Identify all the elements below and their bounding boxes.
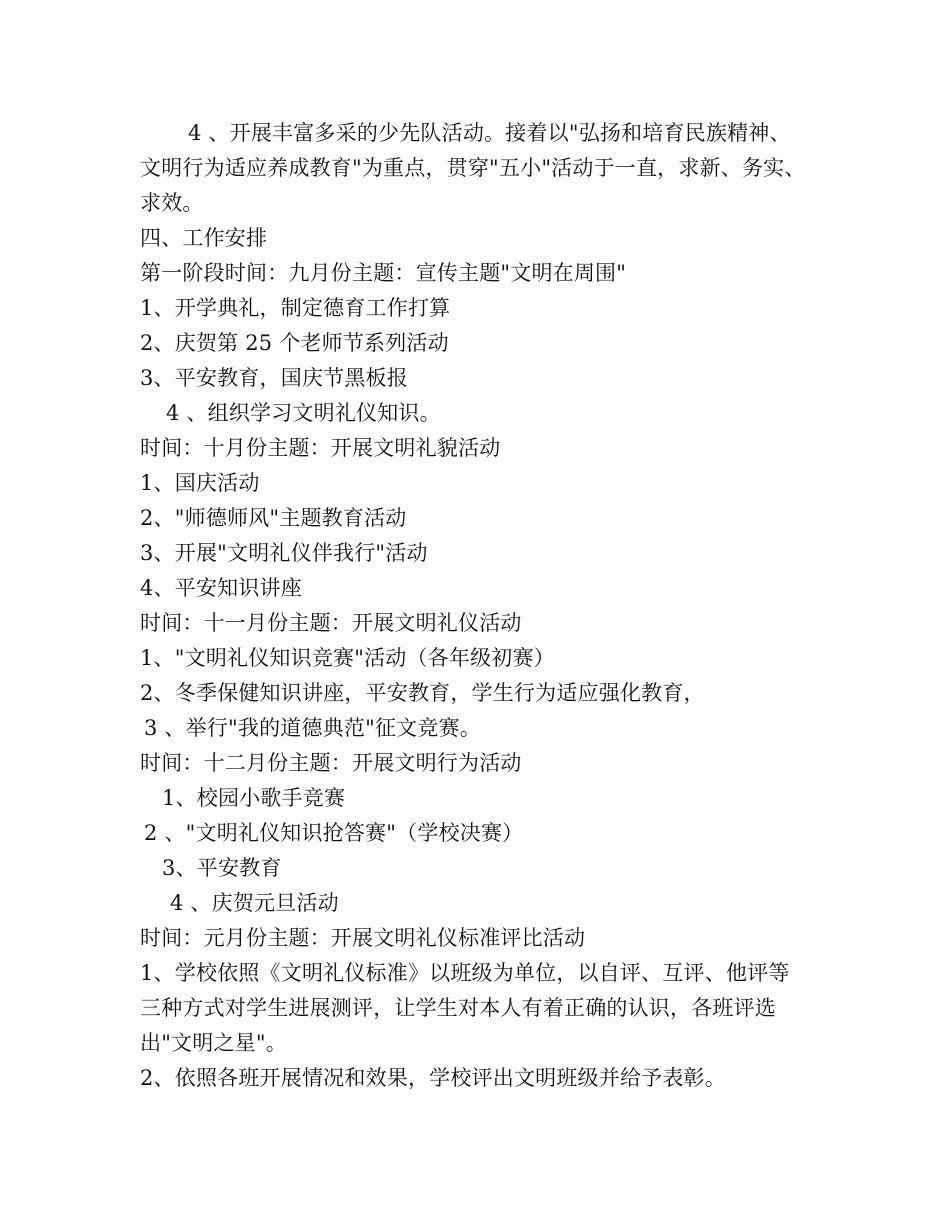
list-item: 1、国庆活动 xyxy=(140,471,260,495)
list-item: 4 、组织学习文明礼仪知识。 xyxy=(166,401,441,425)
stage-heading: 时间：十一月份主题：开展文明礼仪活动 xyxy=(140,611,522,635)
paragraph-line: 文明行为适应养成教育"为重点，贯穿"五小"活动于一直，求新、务实、 xyxy=(140,156,806,180)
list-item: 1、校园小歌手竞赛 xyxy=(162,786,346,810)
document-body xyxy=(140,116,830,1096)
list-item: 2、"师德师风"主题教育活动 xyxy=(140,506,407,530)
list-item: 3、开展"文明礼仪伴我行"活动 xyxy=(140,541,428,565)
list-item: 3 、举行"我的道德典范"征文竞赛。 xyxy=(144,716,481,740)
list-item: 1、"文明礼仪知识竞赛"活动（各年级初赛） xyxy=(140,646,555,670)
list-item: 2 、"文明礼仪知识抢答赛"（学校决赛） xyxy=(144,821,524,845)
paragraph-line: 出"文明之星"。 xyxy=(140,1031,287,1055)
stage-heading: 时间：十二月份主题：开展文明行为活动 xyxy=(140,751,522,775)
paragraph-line: 求效。 xyxy=(140,191,204,215)
list-item: 2、庆贺第 25 个老师节系列活动 xyxy=(140,331,449,355)
paragraph-line: 4 、开展丰富多采的少先队活动。接着以"弘扬和培育民族精神、 xyxy=(188,121,791,145)
list-item: 2、冬季保健知识讲座，平安教育，学生行为适应强化教育， xyxy=(140,681,705,705)
list-item: 1、开学典礼，制定德育工作打算 xyxy=(140,296,451,320)
list-item: 4 、庆贺元旦活动 xyxy=(170,891,339,915)
list-item: 3、平安教育 xyxy=(162,856,282,880)
list-item: 1、学校依照《文明礼仪标准》以班级为单位，以自评、互评、他评等 xyxy=(140,961,790,985)
stage-heading: 时间：十月份主题：开展文明礼貌活动 xyxy=(140,436,501,460)
list-item: 4、平安知识讲座 xyxy=(140,576,302,600)
stage-heading: 时间：元月份主题：开展文明礼仪标准评比活动 xyxy=(140,926,586,950)
section-heading: 四、工作安排 xyxy=(140,226,268,250)
stage-heading: 第一阶段时间：九月份主题：宣传主题"文明在周围" xyxy=(140,261,627,285)
paragraph-line: 三种方式对学生进展测评，让学生对本人有着正确的认识，各班评选 xyxy=(140,996,776,1020)
list-item: 3、平安教育，国庆节黑板报 xyxy=(140,366,408,390)
list-item: 2、依照各班开展情况和效果，学校评出文明班级并给予表彰。 xyxy=(140,1066,726,1090)
